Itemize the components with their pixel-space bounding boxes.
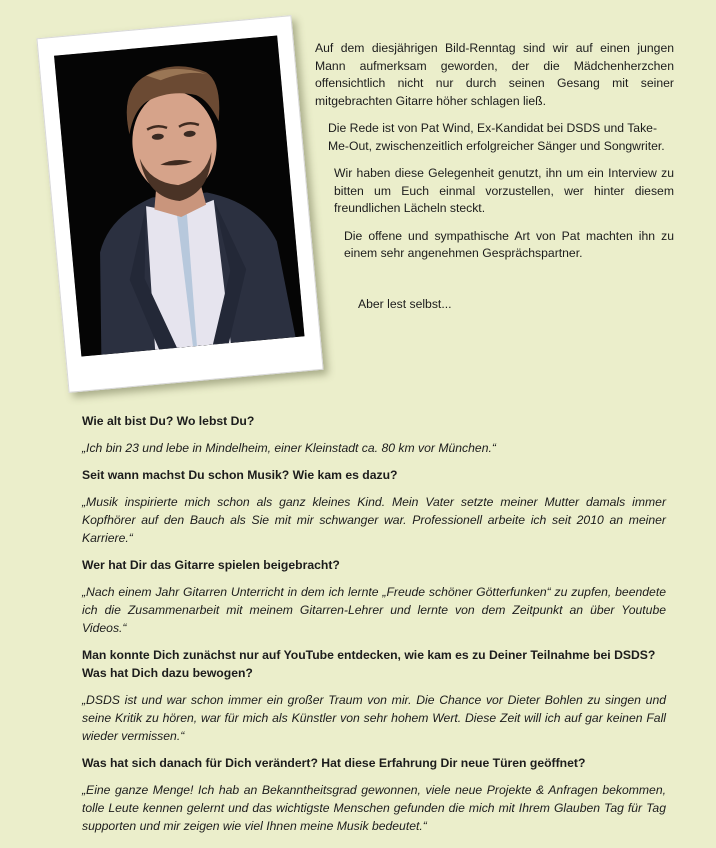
interview-question: Wer hat Dir das Gitarre spielen beigebracht? — [82, 558, 340, 572]
interview-item — [82, 754, 666, 835]
interview-answer: „Musik inspirierte mich schon als ganz kleines Kind. Mein Vater setzte meiner Mutter damals immer Kopfhörer auf den Bauch als Sie mit mir schwanger war. Professionell arbeite ich seit 2010 an meiner Karriere.“ — [82, 495, 666, 545]
interview-question: Was hat sich danach für Dich verändert? Hat diese Erfahrung Dir neue Türen geöffnet? — [82, 756, 586, 770]
intro-paragraph: Wir haben diese Gelegenheit genutzt, ihn um ein Interview zu bitten um Euch einmal vorzustellen, wer hinter diesem freundlichen Lächeln steckt. — [334, 166, 674, 215]
interview-item — [82, 466, 666, 547]
portrait-photo — [54, 36, 304, 357]
interview-answer: „Eine ganze Menge! Ich hab an Bekanntheitsgrad gewonnen, viele neue Projekte & Anfragen bekommen, tolle Leute kennen gelernt und das wichtigste Menschen gefunden die mich mit Ihrem Glauben Tag für Tag supporten und mir zeigen wie viel Ihnen meine Musik bedeutet.“ — [82, 783, 666, 833]
interview-question: Man konnte Dich zunächst nur auf YouTube entdecken, wie kam es zu Deiner Teilnahme bei DSDS? Was hat Dich dazu bewogen? — [82, 648, 656, 680]
intro-paragraph: Die Rede ist von Pat Wind, Ex-Kandidat bei DSDS und Take-Me-Out, zwischenzeitlich erfolgreicher Sänger und Songwriter. — [328, 121, 665, 153]
intro-text — [312, 40, 674, 323]
interview-item — [82, 646, 666, 745]
portrait-illustration — [54, 36, 304, 357]
photo-frame — [36, 15, 323, 393]
interview-question: Seit wann machst Du schon Musik? Wie kam es dazu? — [82, 468, 398, 482]
interview — [82, 412, 666, 844]
interview-answer: „Nach einem Jahr Gitarren Unterricht in dem ich lernte „Freude schöner Götterfunken“ zu zupfen, beendete ich die Zusammenarbeit mit meinem Gitarren-Lehrer und lernte von dem Zeitpunkt an über Youtube Videos.“ — [82, 585, 666, 635]
interview-item — [82, 412, 666, 457]
intro-paragraph: Die offene und sympathische Art von Pat machten ihn zu einem sehr angenehmen Gesprächspartner. — [344, 228, 674, 260]
interview-answer: „Ich bin 23 und lebe in Mindelheim, einer Kleinstadt ca. 80 km vor München.“ — [82, 441, 496, 455]
interview-question: Wie alt bist Du? Wo lebst Du? — [82, 414, 255, 428]
intro-closing: Aber lest selbst... — [358, 296, 452, 311]
interview-answer: „DSDS ist und war schon immer ein großer Traum von mir. Die Chance vor Dieter Bohlen zu singen und seine Kritik zu hören, war für mich als Künstler von sehr hohem Wert. Diese Zeit will ich auf gar keinen Fall wieder vermissen.“ — [82, 693, 666, 743]
intro-paragraph: Auf dem diesjährigen Bild-Renntag sind wir auf einen jungen Mann aufmerksam geworden, der die Mädchenherzchen offensichtlich nicht nur durch seinen Gesang mit seiner mitgebrachten Gitarre höher schlagen ließ. — [315, 41, 674, 108]
interview-item — [82, 556, 666, 637]
